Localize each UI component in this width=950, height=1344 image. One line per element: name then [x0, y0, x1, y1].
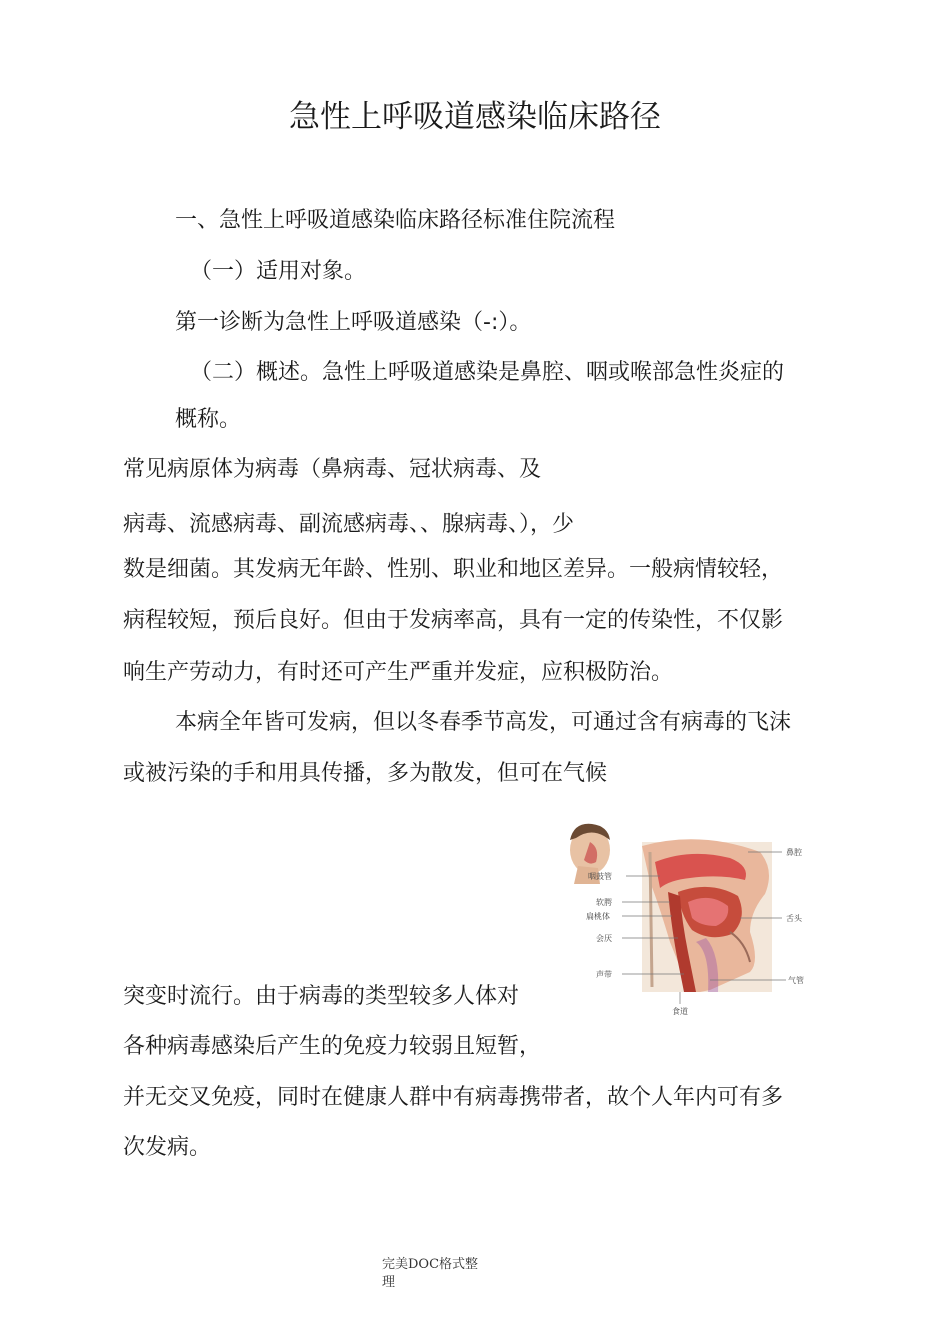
figure-label: 食道	[672, 1007, 688, 1016]
figure-label: 会厌	[596, 934, 612, 943]
figure-label: 扁桃体	[586, 912, 610, 921]
paragraph-line: 本病全年皆可发病，但以冬春季节高发，可通过含有病毒的飞沫	[175, 710, 792, 735]
document-title: 急性上呼吸道感染临床路径	[289, 99, 661, 135]
paragraph-line: 次发病。	[123, 1135, 212, 1160]
section-heading: 一、急性上呼吸道感染临床路径标准住院流程	[175, 208, 616, 233]
anatomy-illustration	[560, 822, 820, 1020]
figure-label: 鼻腔	[786, 848, 802, 857]
paragraph-line: 或被污染的手和用具传播，多为散发，但可在气候	[123, 761, 608, 786]
figure-label: 软腭	[596, 898, 612, 907]
figure-label: 声带	[596, 970, 612, 979]
airway-anatomy-image	[560, 822, 820, 1020]
paragraph-line: 常见病原体为病毒（鼻病毒、冠状病毒、及	[123, 457, 542, 482]
paragraph-line: 第一诊断为急性上呼吸道感染（-:）。	[175, 310, 532, 335]
paragraph-line: 各种病毒感染后产生的免疫力较弱且短暂，	[123, 1034, 542, 1059]
paragraph-line: 响生产劳动力，有时还可产生严重并发症，应积极防治。	[123, 660, 674, 685]
paragraph-line: 病程较短，预后良好。但由于发病率高，具有一定的传染性，不仅影	[123, 608, 784, 633]
paragraph-line: 突变时流行。由于病毒的类型较多人体对	[123, 984, 520, 1009]
footer-line: 理	[382, 1275, 396, 1290]
page-footer	[382, 1256, 478, 1292]
subsection-heading: （二）概述。急性上呼吸道感染是鼻腔、咽或喉部急性炎症的	[190, 360, 785, 385]
paragraph-line: 概称。	[175, 407, 242, 432]
figure-label: 气管	[788, 976, 804, 985]
footer-line: 完美DOC格式整	[382, 1257, 479, 1272]
paragraph-line: 数是细菌。其发病无年龄、性别、职业和地区差异。一般病情较轻，	[123, 557, 784, 582]
figure-label: 咽鼓管	[588, 872, 612, 881]
paragraph-line: 并无交叉免疫，同时在健康人群中有病毒携带者，故个人年内可有多	[123, 1085, 784, 1110]
airway-cross-section	[642, 839, 772, 992]
figure-label: 舌头	[786, 914, 802, 923]
subsection-heading: （一）适用对象。	[190, 259, 367, 284]
paragraph-line: 病毒、流感病毒、副流感病毒、、腺病毒、），少	[123, 512, 575, 537]
